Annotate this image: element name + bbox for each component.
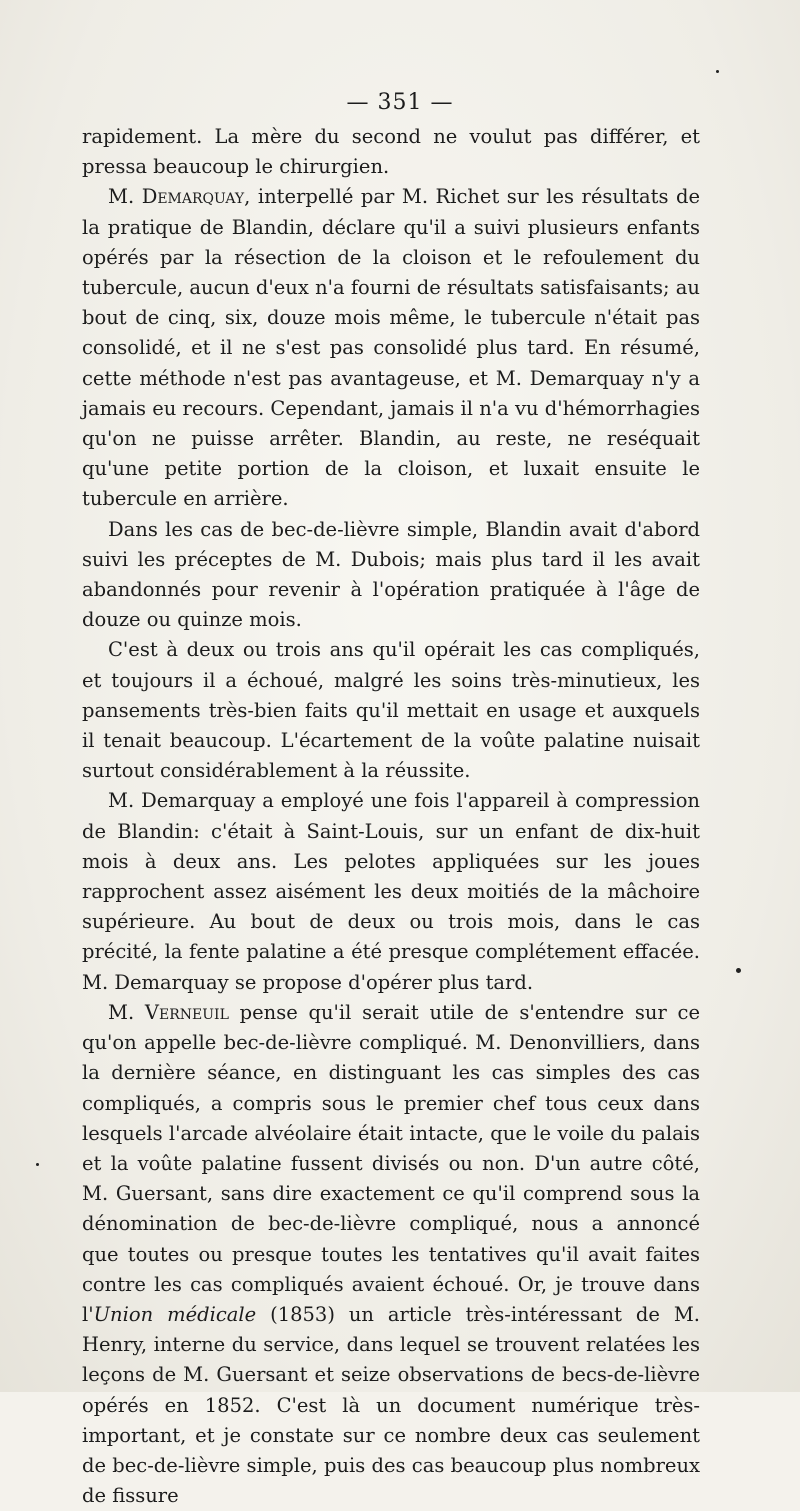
text-run: (1853) un article très-intéressant de M. Henry, interne du service, dans lequel se trouvent relatées les leçons de M. Guersant et seize observations de becs-de-lièvre opérés en 1852. C'est là un document numérique très-important, et je constate sur ce nombre deux cas seulement de bec-de-lièvre simple, puis des cas beaucoup plus nombreux de fissure [82,1302,700,1508]
text-run: M. Demarquay a employé une fois l'appareil à compression de Blandin: c'était à Saint-Louis, sur un enfant de dix-huit mois à deux ans. Les pelotes appliquées sur les joues rapprochent assez aisément les deux moitiés de la mâchoire supérieure. Au bout de deux ou trois mois, dans le cas précité, la fente palatine a été presque complétement effacée. M. Demarquay se propose d'opérer plus tard. [82,789,700,994]
ink-speck [36,1163,39,1166]
text-run: M. [108,185,142,209]
paragraph-p4 [82,786,700,997]
body-text [82,122,700,1511]
text-run: C'est à deux ou trois ans qu'il opérait les cas compliqués, et toujours il a échoué, malgré les soins très-minutieux, les pansements très-bien faits qu'il mettait en usage et auxquels il tenait beaucoup. L'écartement de la voûte palatine nuisait surtout considérablement à la réussite. [82,638,700,783]
text-run: , interpellé par M. Richet sur les résultats de la pratique de Blandin, déclare qu'il a suivi plusieurs enfants opérés par la résection de la cloison et le refoulement du tubercule, aucun d'eux n'a fourni de résultats satisfaisants; au bout de cinq, six, douze mois même, le tubercule n'était pas consolidé, et il ne s'est pas consolidé plus tard. En résumé, cette méthode n'est pas avantageuse, et M. Demarquay n'y a jamais eu recours. Cependant, jamais il n'a vu d'hémorrhagies qu'on ne puisse arrêter. Blandin, au reste, ne reséquait qu'une petite portion de la cloison, et luxait ensuite le tubercule en arrière. [82,185,700,511]
ink-speck [716,70,719,73]
text-run: Demarquay [141,185,245,209]
text-run: Union médicale [93,1302,257,1326]
text-run: Dans les cas de bec-de-lièvre simple, Blandin avait d'abord suivi les préceptes de M. Dubois; mais plus tard il les avait abandonnés pour revenir à l'opération pratiquée à l'âge de douze ou quinze mois. [82,517,700,632]
paragraph-p5 [82,998,700,1511]
ink-speck [736,968,741,973]
paragraph-p2 [82,515,700,636]
text-run: rapidement. La mère du second ne voulut pas différer, et pressa beaucoup le chirurgien. [82,125,700,179]
text-run: Verneuil [144,1000,229,1024]
text-run: M. [108,1000,145,1024]
paragraph-p0 [82,122,700,182]
text-run: pense qu'il serait utile de s'entendre sur ce qu'on appelle bec-de-lièvre compliqué. M. Denonvilliers, dans la dernière séance, en distinguant les cas simples des cas compliqués, a compris sous le premier chef tous ceux dans lesquels l'arcade alvéolaire était intacte, que le voile du palais et la voûte palatine fussent divisés ou non. D'un autre côté, M. Guersant, sans dire exactement ce qu'il comprend sous la dénomination de bec-de-lièvre compliqué, nous a annoncé que toutes ou presque toutes les tentatives qu'il avait faites contre les cas compliqués avaient échoué. Or, je trouve dans l' [82,1000,700,1326]
page-number: — 351 — [346,90,454,115]
paragraph-p3 [82,635,700,786]
paragraph-p1 [82,182,700,514]
